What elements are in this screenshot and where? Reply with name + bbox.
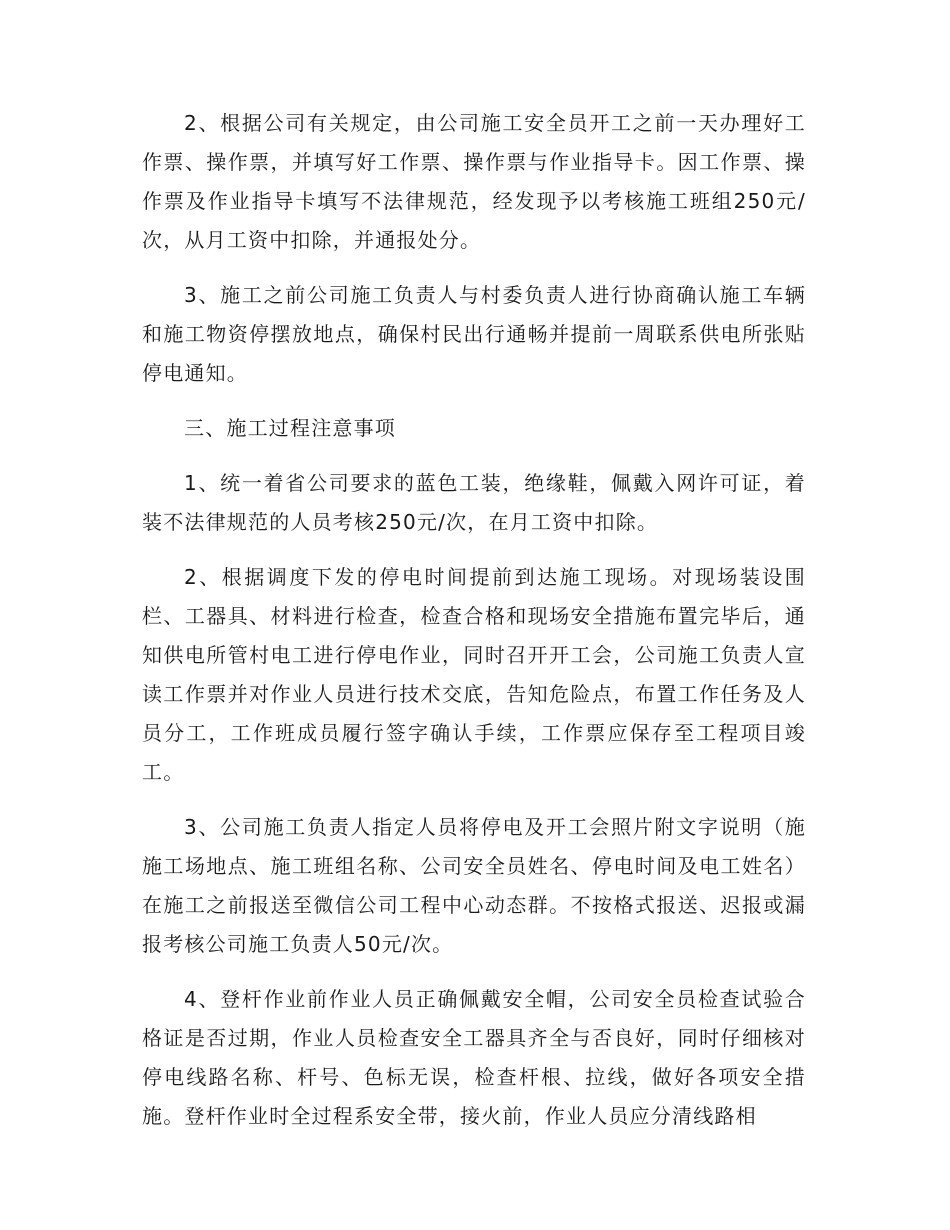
paragraph-photo-reporting: 3、公司施工负责人指定人员将停电及开工会照片附文字说明（施施工场地点、施工班组名称、公司安全员姓名、停电时间及电工姓名）在施工之前报送至微信公司工程中心动态群。不按格式报送、迟报或漏报考核公司施工负责人50元/次。 — [142, 815, 806, 956]
paragraph-uniform-requirements: 1、统一着省公司要求的蓝色工装，绝缘鞋，佩戴入网许可证，着装不法律规范的人员考核250元/次，在月工资中扣除。 — [142, 471, 806, 534]
section-heading-construction-process: 三、施工过程注意事项 — [184, 416, 396, 440]
document-body — [142, 104, 806, 1152]
paragraph-pole-climbing-safety: 4、登杆作业前作业人员正确佩戴安全帽，公司安全员检查试验合格证是否过期，作业人员检查安全工器具齐全与否良好，同时仔细核对停电线路名称、杆号、色标无误，检查杆根、拉线，做好各项安全措施。登杆作业时全过程系安全带，接火前，作业人员应分清线路相 — [142, 987, 806, 1128]
paragraph-work-ticket-rules: 2、根据公司有关规定，由公司施工安全员开工之前一天办理好工作票、操作票，并填写好工作票、操作票与作业指导卡。因工作票、操作票及作业指导卡填写不法律规范，经发现予以考核施工班组250元/次，从月工资中扣除，并通报处分。 — [142, 111, 806, 252]
paragraph-site-preparation: 2、根据调度下发的停电时间提前到达施工现场。对现场装设围栏、工器具、材料进行检查，检查合格和现场安全措施布置完毕后，通知供电所管村电工进行停电作业，同时召开开工会，公司施工负责人宣读工作票并对作业人员进行技术交底，告知危险点，布置工作任务及人员分工，工作班成员履行签字确认手续，工作票应保存至工程项目竣工。 — [142, 565, 806, 784]
paragraph-village-coordination: 3、施工之前公司施工负责人与村委负责人进行协商确认施工车辆和施工物资停摆放地点，确保村民出行通畅并提前一周联系供电所张贴停电通知。 — [142, 283, 806, 385]
